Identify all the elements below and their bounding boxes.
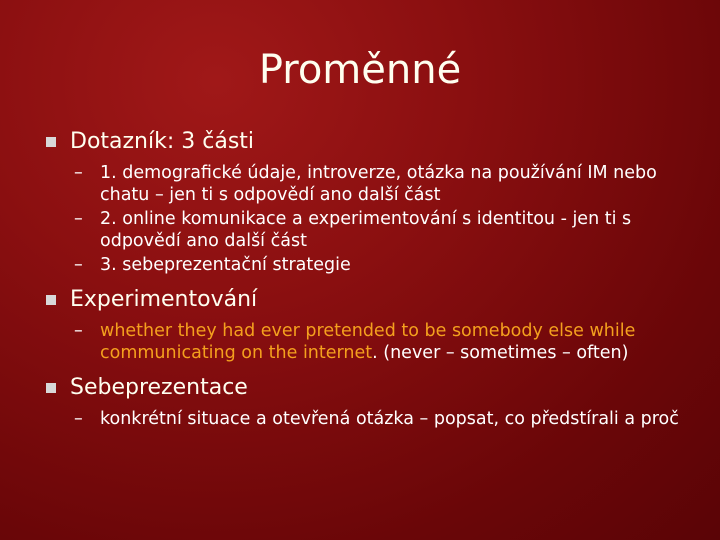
- dash-marker: –: [74, 321, 83, 341]
- bullet-experimentovani: [46, 286, 686, 314]
- sub-item: [46, 408, 686, 430]
- bullet-label: Dotazník: 3 části: [70, 129, 255, 154]
- sub-text: 3. sebeprezentační strategie: [100, 255, 351, 275]
- square-bullet-icon: [46, 383, 56, 393]
- dash-marker: –: [74, 163, 83, 183]
- sub-text-scale: . (never – sometimes – often): [372, 343, 629, 363]
- sub-item: [46, 254, 686, 276]
- sub-text: 1. demografické údaje, introverze, otázka na používání IM nebo chatu – jen ti s odpovědí ano další část: [100, 163, 657, 205]
- square-bullet-icon: [46, 295, 56, 305]
- sub-list: [46, 162, 686, 276]
- bullet-label: Sebeprezentace: [70, 375, 248, 400]
- slide-content: [46, 128, 686, 440]
- bullet-label: Experimentování: [70, 287, 258, 312]
- square-bullet-icon: [46, 137, 56, 147]
- sub-text: konkrétní situace a otevřená otázka – popsat, co předstírali a proč: [100, 409, 679, 429]
- sub-item: [46, 208, 686, 252]
- sub-text: 2. online komunikace a experimentování s identitou - jen ti s odpovědí ano další část: [100, 209, 632, 251]
- sub-list: [46, 320, 686, 364]
- sub-item: [46, 320, 686, 364]
- dash-marker: –: [74, 409, 83, 429]
- dash-marker: –: [74, 255, 83, 275]
- sub-list: [46, 408, 686, 430]
- sub-item: [46, 162, 686, 206]
- sub-text-english: whether they had ever pretended to be somebody else while communicating on the internet: [100, 321, 636, 363]
- bullet-sebeprezentace: [46, 374, 686, 402]
- bullet-dotaznik: [46, 128, 686, 156]
- dash-marker: –: [74, 209, 83, 229]
- slide-title: Proměnné: [258, 47, 462, 93]
